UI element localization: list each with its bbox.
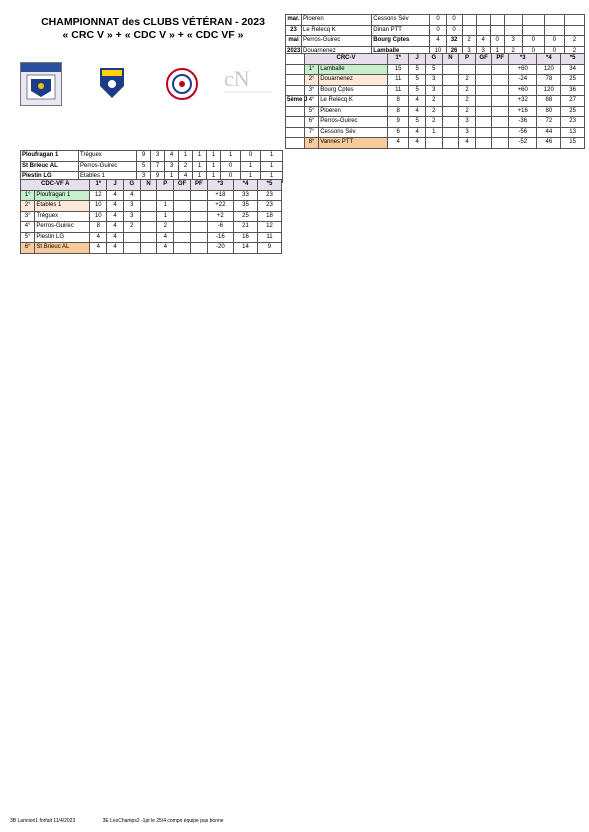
score: 0 (430, 25, 446, 36)
stat: 11 (388, 85, 409, 96)
stat (174, 232, 191, 243)
footer-note-left: 3B Lannion1 forfait 11/4/2023 (10, 818, 76, 824)
stat: 4 (107, 211, 124, 222)
stat (174, 222, 191, 233)
stat: 4 (107, 232, 124, 243)
ffp-championship-logo (220, 60, 276, 108)
stat (492, 85, 509, 96)
round-side: mar. (286, 15, 302, 26)
round-side (286, 117, 305, 128)
stat: 2 (425, 117, 442, 128)
stat: 11 (388, 75, 409, 86)
rank: 5° (21, 232, 35, 243)
stat (475, 75, 492, 86)
col-header: *4 (234, 180, 258, 191)
stat: 14 (234, 243, 258, 254)
col-header: *5 (257, 180, 281, 191)
score: 1 (207, 151, 221, 162)
stat (174, 201, 191, 212)
standings-row (286, 75, 585, 86)
col-header: J (409, 54, 426, 65)
stat: 33 (234, 190, 258, 201)
round-side: 23 (286, 25, 302, 36)
round-side: 5ème J (286, 96, 305, 107)
standings-row (286, 85, 585, 96)
round-side (286, 85, 305, 96)
score: 32 (446, 36, 462, 47)
rank: 6° (21, 243, 35, 254)
stat: 3 (425, 75, 442, 86)
col-header: J (107, 180, 124, 191)
stat (492, 64, 509, 75)
score: 0 (221, 161, 241, 172)
col-header: G (123, 180, 140, 191)
score: 5 (137, 161, 151, 172)
stat: -24 (509, 75, 537, 86)
score: 0 (430, 15, 446, 26)
home-team: Perros-Guirec (302, 36, 372, 47)
stat: 4 (459, 138, 476, 149)
stat: 2 (459, 85, 476, 96)
cdcvf-a-standings-table (20, 179, 282, 254)
stat: 5 (409, 85, 426, 96)
stat: +60 (509, 64, 537, 75)
stat (459, 64, 476, 75)
stat (475, 138, 492, 149)
stat (475, 96, 492, 107)
page-footer (10, 818, 250, 824)
stat (442, 85, 459, 96)
score: 26 (446, 46, 462, 57)
stat (492, 75, 509, 86)
stat: 25 (561, 75, 585, 86)
stat: 2 (462, 36, 476, 47)
team-name: St Brieuc AL (21, 161, 79, 172)
score: 1 (165, 172, 179, 183)
stat: 4 (123, 190, 140, 201)
stat (140, 232, 157, 243)
team-name: Plestin LG (35, 232, 90, 243)
col-header: GF (174, 180, 191, 191)
stat: 4 (90, 232, 107, 243)
stat (174, 190, 191, 201)
stat: 12 (90, 190, 107, 201)
stat (190, 232, 207, 243)
stat: 4 (157, 243, 174, 254)
stat: 4 (107, 243, 124, 254)
home-team: Douarnenez (302, 46, 372, 57)
standings-row (286, 64, 585, 75)
score: 4 (165, 151, 179, 162)
score: 0 (446, 15, 462, 26)
col-header: PF (492, 54, 509, 65)
stat: 4 (107, 222, 124, 233)
stat (140, 211, 157, 222)
round-side (286, 127, 305, 138)
footer-note-right: 3E LesChamps2 -1pt le 25/4 compo équipe pas bonne (102, 818, 224, 824)
team-name: Lamballe (319, 64, 388, 75)
division-label: CDC-VF A (21, 180, 90, 191)
score: 1 (241, 172, 261, 183)
top-right-round-table (285, 14, 585, 57)
home-team: Ploeren (302, 15, 372, 26)
stat: 3 (476, 46, 490, 57)
stat: 15 (388, 64, 409, 75)
stat (425, 138, 442, 149)
stat: 2 (157, 222, 174, 233)
team-name: Perros-Guirec (35, 222, 90, 233)
team-name: Le Relecq K (319, 96, 388, 107)
stat: 0 (522, 36, 544, 47)
round-side: 2023 (286, 46, 302, 57)
stat: 0 (544, 46, 564, 57)
round-side (286, 138, 305, 149)
rank: 2° (21, 201, 35, 212)
stat: 4 (409, 96, 426, 107)
stat: 10 (90, 201, 107, 212)
score: 10 (430, 46, 446, 57)
stat (442, 117, 459, 128)
stat: 5 (409, 117, 426, 128)
col-header: P (157, 180, 174, 191)
stat (190, 190, 207, 201)
stat: 13 (561, 127, 585, 138)
stat (475, 64, 492, 75)
team-name: Tréguex (79, 151, 137, 162)
stat: 4 (476, 36, 490, 47)
col-header: *5 (561, 54, 585, 65)
stat: -20 (207, 243, 233, 254)
stat (442, 96, 459, 107)
stat: 2 (504, 46, 522, 57)
team-name: Etables 1 (35, 201, 90, 212)
stat: 4 (107, 190, 124, 201)
stat: 4 (388, 138, 409, 149)
stat: 3 (123, 201, 140, 212)
stat (475, 127, 492, 138)
stat (492, 138, 509, 149)
stat: 1 (425, 127, 442, 138)
stat: 120 (537, 64, 561, 75)
stat: 36 (561, 85, 585, 96)
score: 9 (151, 172, 165, 183)
col-header: PF (190, 180, 207, 191)
crcv-standings-table (285, 53, 585, 149)
stat: 80 (537, 106, 561, 117)
score: 0 (221, 172, 241, 183)
standings-row (21, 232, 282, 243)
score: 1 (261, 161, 283, 172)
stat: 8 (90, 222, 107, 233)
score: 1 (193, 161, 207, 172)
stat: 4 (409, 138, 426, 149)
stat: 25 (234, 211, 258, 222)
score: 0 (241, 151, 261, 162)
rank: 3° (304, 85, 318, 96)
stat (174, 211, 191, 222)
team-name: Ploeren (319, 106, 388, 117)
stat: 3 (459, 127, 476, 138)
stat: -16 (207, 232, 233, 243)
stat: 2 (459, 96, 476, 107)
page-subtitle: « CRC V » + « CDC V » + « CDC VF » (62, 29, 244, 41)
stat (492, 96, 509, 107)
standings-row (286, 106, 585, 117)
team-name: Perros-Guirec (319, 117, 388, 128)
stat (442, 138, 459, 149)
stat: 8 (388, 106, 409, 117)
stat: 5 (409, 64, 426, 75)
round-side: mai (286, 36, 302, 47)
score: 1 (207, 172, 221, 183)
brittany-shield-logo (98, 66, 126, 100)
standings-row (286, 96, 585, 107)
stat: -36 (509, 117, 537, 128)
stat (190, 243, 207, 254)
stat: 2 (564, 36, 584, 47)
stat: 18 (257, 211, 281, 222)
cotes-darmor-logo (20, 62, 62, 106)
rank: 3° (21, 211, 35, 222)
match-row (21, 161, 283, 172)
score: 0 (446, 25, 462, 36)
stat (442, 127, 459, 138)
stat (123, 243, 140, 254)
stat: 2 (123, 222, 140, 233)
stat: 4 (409, 106, 426, 117)
stat: 44 (537, 127, 561, 138)
col-header: P (459, 54, 476, 65)
stat: +2 (207, 211, 233, 222)
stat (475, 85, 492, 96)
stat (190, 222, 207, 233)
page-header (20, 10, 282, 120)
team-name: Cessons Sév. (319, 127, 388, 138)
stat: 72 (537, 117, 561, 128)
col-header: N (442, 54, 459, 65)
away-team: Cessons Sév (372, 15, 430, 26)
standings-row (21, 201, 282, 212)
match-row (21, 151, 283, 162)
stat: 12 (257, 222, 281, 233)
team-name: Vannes PTT (319, 138, 388, 149)
stat (190, 201, 207, 212)
rank: 2° (304, 75, 318, 86)
score: 4 (430, 36, 446, 47)
division-label: CRC-V (304, 54, 387, 65)
stat: +22 (207, 201, 233, 212)
stat: 23 (257, 201, 281, 212)
standings-row (21, 211, 282, 222)
stat (190, 211, 207, 222)
stat (492, 117, 509, 128)
score: 4 (179, 172, 193, 183)
rank: 4° (21, 222, 35, 233)
stat: +18 (207, 190, 233, 201)
rank: 1° (304, 64, 318, 75)
stat: 1 (157, 201, 174, 212)
standings-row (21, 243, 282, 254)
stat: 3 (123, 211, 140, 222)
score: 1 (261, 172, 283, 183)
stat: -56 (509, 127, 537, 138)
away-team: Dinan PTT (372, 25, 430, 36)
stat: 88 (537, 96, 561, 107)
stat: 25 (561, 106, 585, 117)
stat: 35 (234, 201, 258, 212)
team-name: St Brieuc AL (35, 243, 90, 254)
stat: 2 (564, 46, 584, 57)
team-name: Ploufragan 1 (35, 190, 90, 201)
stat: 15 (561, 138, 585, 149)
stat: 2 (425, 96, 442, 107)
score: 3 (165, 161, 179, 172)
rank: 8° (304, 138, 318, 149)
stat (123, 232, 140, 243)
standings-row (21, 190, 282, 201)
rank: 7° (304, 127, 318, 138)
score: 1 (207, 161, 221, 172)
round-side (286, 64, 305, 75)
stat: 9 (388, 117, 409, 128)
round-side (286, 75, 305, 86)
away-team: Bourg Cptes (372, 36, 430, 47)
stat: 4 (409, 127, 426, 138)
score: 1 (193, 151, 207, 162)
stat: 2 (425, 106, 442, 117)
stat: 3 (459, 117, 476, 128)
stat: 10 (90, 211, 107, 222)
standings-row (286, 117, 585, 128)
stat (475, 117, 492, 128)
score: 3 (151, 151, 165, 162)
stat: 3 (462, 46, 476, 57)
col-header: G (425, 54, 442, 65)
stat: 120 (537, 85, 561, 96)
stat: +32 (509, 96, 537, 107)
stat: -6 (207, 222, 233, 233)
stat: 2 (459, 106, 476, 117)
stat (442, 75, 459, 86)
score: 1 (193, 172, 207, 183)
stat (140, 243, 157, 254)
team-name: Perros-Guirec (79, 161, 137, 172)
col-header: *3 (207, 180, 233, 191)
rank: 6° (304, 117, 318, 128)
col-header: GF (475, 54, 492, 65)
stat (442, 106, 459, 117)
federation-logo (160, 66, 204, 104)
team-name: Plestin LG (21, 172, 79, 183)
stat (174, 243, 191, 254)
stat: 1 (490, 46, 504, 57)
stat (492, 127, 509, 138)
stat: 5 (425, 64, 442, 75)
stat (140, 201, 157, 212)
page-title: CHAMPIONNAT des CLUBS VÉTÉRAN - 2023 (41, 16, 265, 28)
stat (475, 106, 492, 117)
stat (140, 222, 157, 233)
score: 9 (137, 151, 151, 162)
stat: 16 (234, 232, 258, 243)
away-team: Lamballe (372, 46, 430, 57)
stat: 23 (561, 117, 585, 128)
standings-row (286, 138, 585, 149)
svg-text:cN: cN (224, 66, 250, 91)
score: 1 (261, 151, 283, 162)
stat: 0 (522, 46, 544, 57)
stat: 23 (257, 190, 281, 201)
stat: 3 (504, 36, 522, 47)
stat: 11 (257, 232, 281, 243)
stat: 8 (388, 96, 409, 107)
standings-row (21, 222, 282, 233)
stat: -52 (509, 138, 537, 149)
team-name: Etables 1 (79, 172, 137, 183)
stat (442, 64, 459, 75)
score: 1 (221, 151, 241, 162)
stat: 4 (107, 201, 124, 212)
stat: 0 (490, 36, 504, 47)
stat: 9 (257, 243, 281, 254)
stat: 2 (459, 75, 476, 86)
stat: 4 (157, 232, 174, 243)
stat: 1 (157, 211, 174, 222)
team-name: Ploufragan 1 (21, 151, 79, 162)
col-header: 1* (90, 180, 107, 191)
stat: 0 (544, 36, 564, 47)
stat: 3 (425, 85, 442, 96)
score: 7 (151, 161, 165, 172)
col-header: 1* (388, 54, 409, 65)
round-side (286, 106, 305, 117)
col-header: *3 (509, 54, 537, 65)
score: 3 (137, 172, 151, 183)
rank: 1° (21, 190, 35, 201)
standings-header (21, 180, 282, 191)
stat (157, 190, 174, 201)
cdcvf-a-matches-table (20, 150, 283, 183)
team-name: Bourg Cptes (319, 85, 388, 96)
col-header: *4 (537, 54, 561, 65)
stat (140, 190, 157, 201)
stat: 27 (561, 96, 585, 107)
score: 2 (179, 161, 193, 172)
stat: 46 (537, 138, 561, 149)
stat: +16 (509, 106, 537, 117)
rank: 4° (304, 96, 318, 107)
stat: 34 (561, 64, 585, 75)
rank: 5° (304, 106, 318, 117)
stat: 5 (409, 75, 426, 86)
stat: 21 (234, 222, 258, 233)
stat: 6 (388, 127, 409, 138)
team-name: Douarnenez (319, 75, 388, 86)
score: 1 (241, 161, 261, 172)
stat: +60 (509, 85, 537, 96)
stat: 4 (90, 243, 107, 254)
score: 1 (179, 151, 193, 162)
home-team: Le Relecq K (302, 25, 372, 36)
team-name: Tréguex (35, 211, 90, 222)
col-header: N (140, 180, 157, 191)
stat (492, 106, 509, 117)
standings-row (286, 127, 585, 138)
stat: 78 (537, 75, 561, 86)
